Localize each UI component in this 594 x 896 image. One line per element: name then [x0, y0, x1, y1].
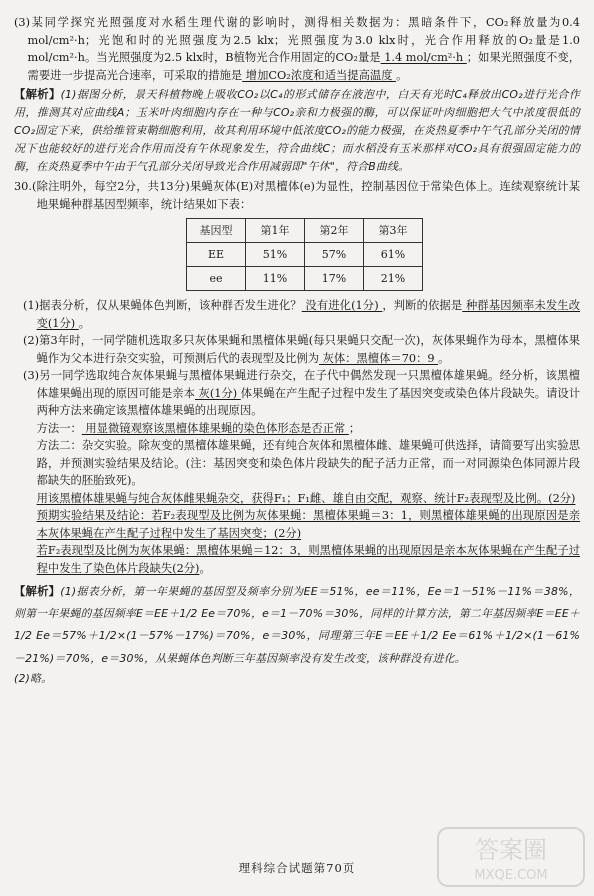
- table-cell: 51%: [246, 243, 305, 267]
- table-header: 第1年: [246, 219, 305, 243]
- answer-blank-measure: 增加CO₂浓度和适当提高温度: [242, 68, 397, 82]
- table-row: [187, 267, 423, 291]
- answer-blank-prediction-two: 若F₂表现型及比例为灰体果蝇：黑檀体果蝇＝12：3，则黑檀体果蝇的出现原因是亲本灰体果蝇在产生配子过程中发生了染色体片段缺失(2分): [36, 544, 580, 575]
- question-30-part-1: (1)据表分析，仅从果蝇体色判断，该种群否发生进化？ 没有进化(1分) ，判断的依据是 种群基因频率未发生改变(1分) 。: [23, 299, 580, 330]
- answer-blank-evolution: 没有进化(1分): [301, 299, 383, 313]
- analysis-label: 【解析】: [14, 87, 61, 101]
- answer-blank-ratio: 灰体：黑檀体＝70：9: [319, 351, 439, 365]
- answer-blank-parent: 灰(1分): [194, 386, 241, 400]
- table-cell: 57%: [305, 243, 364, 267]
- method-two-answer: [14, 490, 580, 508]
- question-30-part-2: (2)第3年时，一同学随机选取多只灰体果蝇和黑檀体果蝇(每只果蝇只交配一次)，灰体果蝇作为母本，黑檀体果蝇作为父本进行杂交实验，可预测后代的表现型及比例为 灰体：黑檀体＝70：9 。: [23, 334, 580, 365]
- analysis-label: 【解析】: [14, 584, 61, 599]
- page-footer: 理科综合试题第70页: [238, 861, 356, 875]
- method-one: 方法一： 用显微镜观察该黑檀体雄果蝇的染色体形态是否正常 ；: [36, 421, 361, 435]
- answer-blank-co2-fixed: 1.4 mol/cm²·h: [380, 51, 467, 64]
- prediction-one: [14, 507, 580, 542]
- table-header: 基因型: [187, 219, 246, 243]
- table-header: 第3年: [364, 219, 423, 243]
- table-cell: ee: [187, 267, 246, 291]
- genotype-frequency-table: [186, 218, 423, 291]
- svg-text:答案圈: 答案圈: [475, 836, 547, 864]
- answer-blank-prediction-one: 预期实验结果及结论：若F₂表现型及比例为灰体果蝇：黑檀体果蝇＝3：1，则黑檀体雄果蝇的出现原因是亲本灰体果蝇在产生配子过程中发生了基因突变；(2分): [36, 509, 580, 540]
- analysis-30-part-2: (2)略。: [14, 671, 53, 685]
- answer-blank-method-two: 用该黑檀体雄果蝇与纯合灰体雌果蝇杂交，获得F₁；F₁雌、雄自由交配，观察、统计F₂表现型及比例。(2分): [36, 491, 576, 505]
- watermark-logo: [436, 826, 586, 888]
- analysis-30: 【解析】(1)据表分析，第一年果蝇的基因型及频率分别为EE＝51%，ee＝11%，Ee＝1－51%－11%＝38%，则第一年果蝇的基因频率E＝EE＋1/2 Ee＝70%，e＝1－70%＝30%，同样的计算方法，第二年基因频率E＝EE＋1/2 Ee＝57%＋1/2×(1－57%－17%)＝70%，e＝30%，同理第三年E＝EE＋1/2 Ee＝61%＋1/2×(1－61%－21%)＝70%，e＝30%，从果蝇体色判断三年基因频率没有发生改变，该种群没有进化。: [14, 584, 580, 665]
- question-30-part-3: (3)另一同学选取纯合灰体果蝇与黑檀体果蝇进行杂交，在子代中偶然发现一只黑檀体雄果蝇。经分析，该黑檀体雄果蝇出现的原因可能是亲本 灰(1分) 体果蝇在产生配子过程中发生了基因突变或染色体片段缺失。请设计两种方法来确定该黑檀体雄果蝇的出现原因。: [23, 369, 580, 418]
- table-header: 第2年: [305, 219, 364, 243]
- table-cell: 17%: [305, 267, 364, 291]
- table-cell: EE: [187, 243, 246, 267]
- question-30-intro: 30.(除注明外，每空2分，共13分)果蝇灰体(E)对黑檀体(e)为显性，控制基因位于常染色体上。连续观察统计某地果蝇种群基因型频率，统计结果如下表：: [14, 180, 580, 211]
- svg-text:MXQE.COM: MXQE.COM: [474, 868, 548, 883]
- table-cell: 11%: [246, 267, 305, 291]
- answer-blank-basis: 种群基因频率未发生改变(1分): [36, 299, 580, 330]
- question-29-part-3: (3)某同学探究光照强度对水稻生理代谢的影响时，测得相关数据为：黑暗条件下，CO₂释放量为0.4 mol/cm²·h；光饱和时的光照强度为2.5 klx；光照强度为3.0 klx时，光合作用释放的O₂量是1.0 mol/cm²·h。当光照强度为2.5 klx时，B植物光合作用固定的CO₂量是 1.4 mol/cm²·h ；如果光照强度不变，需要进一步提高光合速率，可采取的措施是 增加CO₂浓度和适当提高温度 。: [14, 16, 580, 82]
- prediction-two: 若F₂表现型及比例为灰体果蝇：黑檀体果蝇＝12：3，则黑檀体果蝇的出现原因是亲本灰体果蝇在产生配子过程中发生了染色体片段缺失(2分)。: [36, 544, 580, 575]
- answer-blank-method-one: 用显微镜观察该黑檀体雄果蝇的染色体形态是否正常: [81, 421, 349, 435]
- table-cell: 21%: [364, 267, 423, 291]
- table-header-row: [187, 219, 423, 243]
- method-two: 方法二：杂交实验。除灰变的黑檀体雄果蝇，还有纯合灰体和黑檀体雌、雄果蝇可供选择，请简要写出实验思路，并预测实验结果及结论。(注：基因突变和染色体片段缺失的配子活力正常，而一对同源染色体同源片段都缺失的胚胎致死)。: [36, 439, 580, 488]
- analysis-29: 【解析】(1)据图分析，景天科植物晚上吸收CO₂以C₄的形式储存在液泡中，白天有光时C₄释放出CO₂进行光合作用，推测其对应曲线A；玉米叶肉细胞内存在一种与CO₂亲和力极强的酶，可以保证叶肉细胞把大气中浓度很低的CO₂固定下来，供给维管束鞘细胞利用，故其利用环境中低浓度CO₂的能力极强，在炎热夏季中午气孔部分关闭的情况下也能较好的进行光合作用而没有午休现象发生，符合曲线C；而水稻没有玉米那样对CO₂具有很强固定能力的酶，在炎热夏季中午由于气孔部分关闭导致光合作用减弱即"午休"，符合B曲线。: [14, 87, 580, 173]
- table-cell: 61%: [364, 243, 423, 267]
- table-row: [187, 243, 423, 267]
